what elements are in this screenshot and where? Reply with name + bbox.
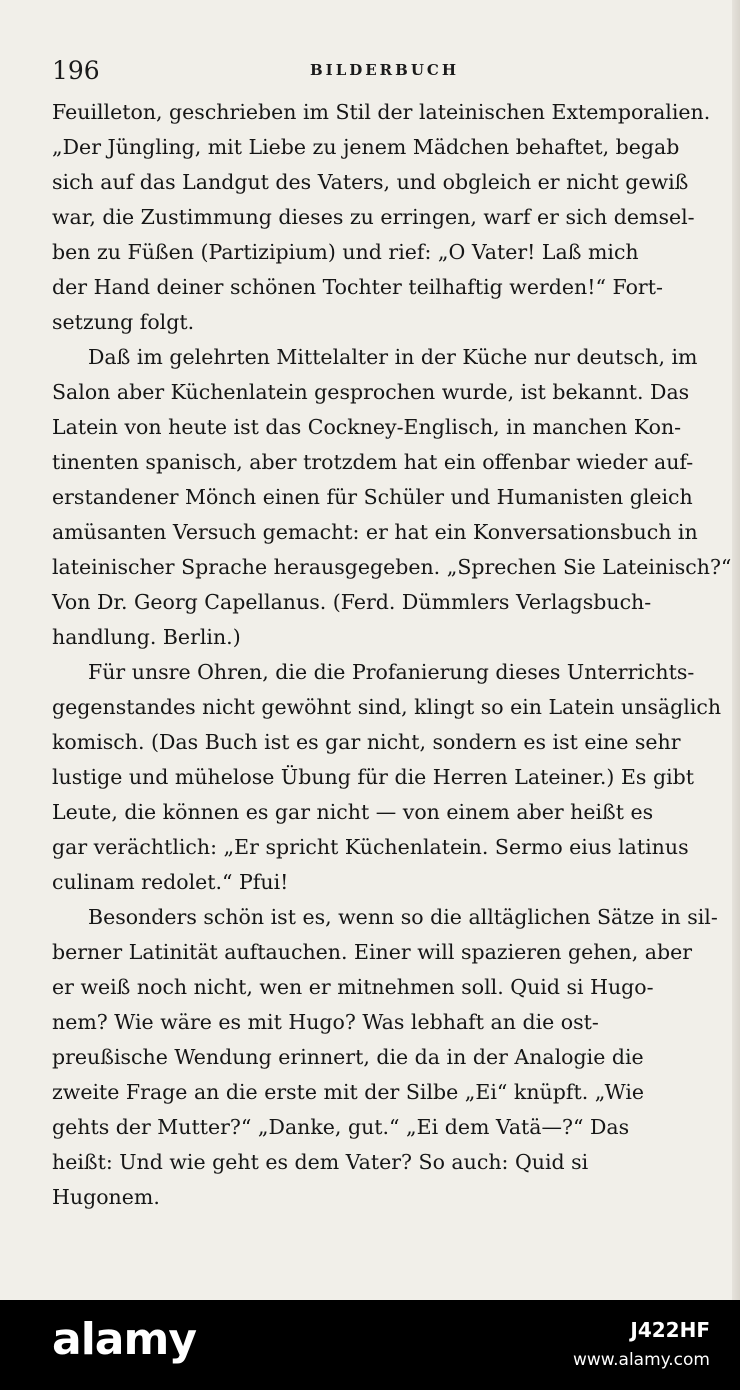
text-line: Salon aber Küchenlatein gesprochen wurde, ist bekannt. Das: [52, 380, 690, 404]
text-body: [52, 95, 736, 1215]
text-line: lustige und mühelose Übung für die Herren Lateiner.) Es gibt: [52, 765, 694, 789]
text-line: sich auf das Landgut des Vaters, und obgleich er nicht gewiß: [52, 170, 689, 194]
text-line: komisch. (Das Buch ist es gar nicht, sondern es ist eine sehr: [52, 730, 681, 754]
paragraph-start-line: Besonders schön ist es, wenn so die alltäglichen Sätze in sil-: [88, 905, 718, 929]
text-line: gegenstandes nicht gewöhnt sind, klingt so ein Latein unsäglich: [52, 695, 722, 719]
text-line: der Hand deiner schönen Tochter teilhaftig werden!“ Fort-: [52, 275, 663, 299]
text-line: preußische Wendung erinnert, die da in der Analogie die: [52, 1045, 644, 1069]
text-line: setzung folgt.: [52, 310, 195, 334]
text-line: tinenten spanisch, aber trotzdem hat ein offenbar wieder auf-: [52, 450, 694, 474]
text-line: Hugonem.: [52, 1185, 160, 1209]
text-line: Latein von heute ist das Cockney-Englisch, in manchen Kon-: [52, 415, 682, 439]
text-line: Von Dr. Georg Capellanus. (Ferd. Dümmlers Verlagsbuch-: [52, 590, 652, 614]
text-line: Feuilleton, geschrieben im Stil der lateinischen Extemporalien.: [52, 100, 711, 124]
paragraph-start-line: Daß im gelehrten Mittelalter in der Küche nur deutsch, im: [88, 345, 698, 369]
text-line: ben zu Füßen (Partizipium) und rief: „O Vater! Laß mich: [52, 240, 639, 264]
text-line: lateinischer Sprache herausgegeben. „Sprechen Sie Lateinisch?“: [52, 555, 732, 579]
text-line: Leute, die können es gar nicht — von einem aber heißt es: [52, 800, 654, 824]
image-id: J422HF: [630, 1318, 710, 1342]
site-url: www.alamy.com: [572, 1350, 710, 1370]
text-line: gehts der Mutter?“ „Danke, gut.“ „Ei dem Vatä—?“ Das: [52, 1115, 630, 1139]
text-line: zweite Frage an die erste mit der Silbe „Ei“ knüpft. „Wie: [52, 1080, 645, 1104]
text-line: er weiß noch nicht, wen er mitnehmen soll. Quid si Hugo-: [52, 975, 654, 999]
text-line: culinam redolet.“ Pfui!: [52, 870, 289, 894]
text-line: berner Latinität auftauchen. Einer will spazieren gehen, aber: [52, 940, 693, 964]
watermark-bar: [0, 1300, 740, 1390]
text-line: heißt: Und wie geht es dem Vater? So auch: Quid si: [52, 1150, 589, 1174]
text-line: war, die Zustimmung dieses zu erringen, warf er sich demsel-: [52, 205, 695, 229]
running-head: [52, 56, 702, 86]
text-line: erstandener Mönch einen für Schüler und Humanisten gleich: [52, 485, 693, 509]
paragraph-start-line: Für unsre Ohren, die die Profanierung dieses Unterrichts-: [88, 660, 695, 684]
text-line: handlung. Berlin.): [52, 625, 241, 649]
text-line: amüsanten Versuch gemacht: er hat ein Konversationsbuch in: [52, 520, 698, 544]
alamy-logo: alamy: [52, 1314, 196, 1365]
running-title: BILDERBUCH: [310, 61, 460, 79]
text-line: nem? Wie wäre es mit Hugo? Was lebhaft an die ost-: [52, 1010, 599, 1034]
page-number: 196: [52, 56, 100, 85]
text-line: gar verächtlich: „Er spricht Küchenlatein. Sermo eius latinus: [52, 835, 689, 859]
text-line: „Der Jüngling, mit Liebe zu jenem Mädchen behaftet, begab: [52, 135, 680, 159]
